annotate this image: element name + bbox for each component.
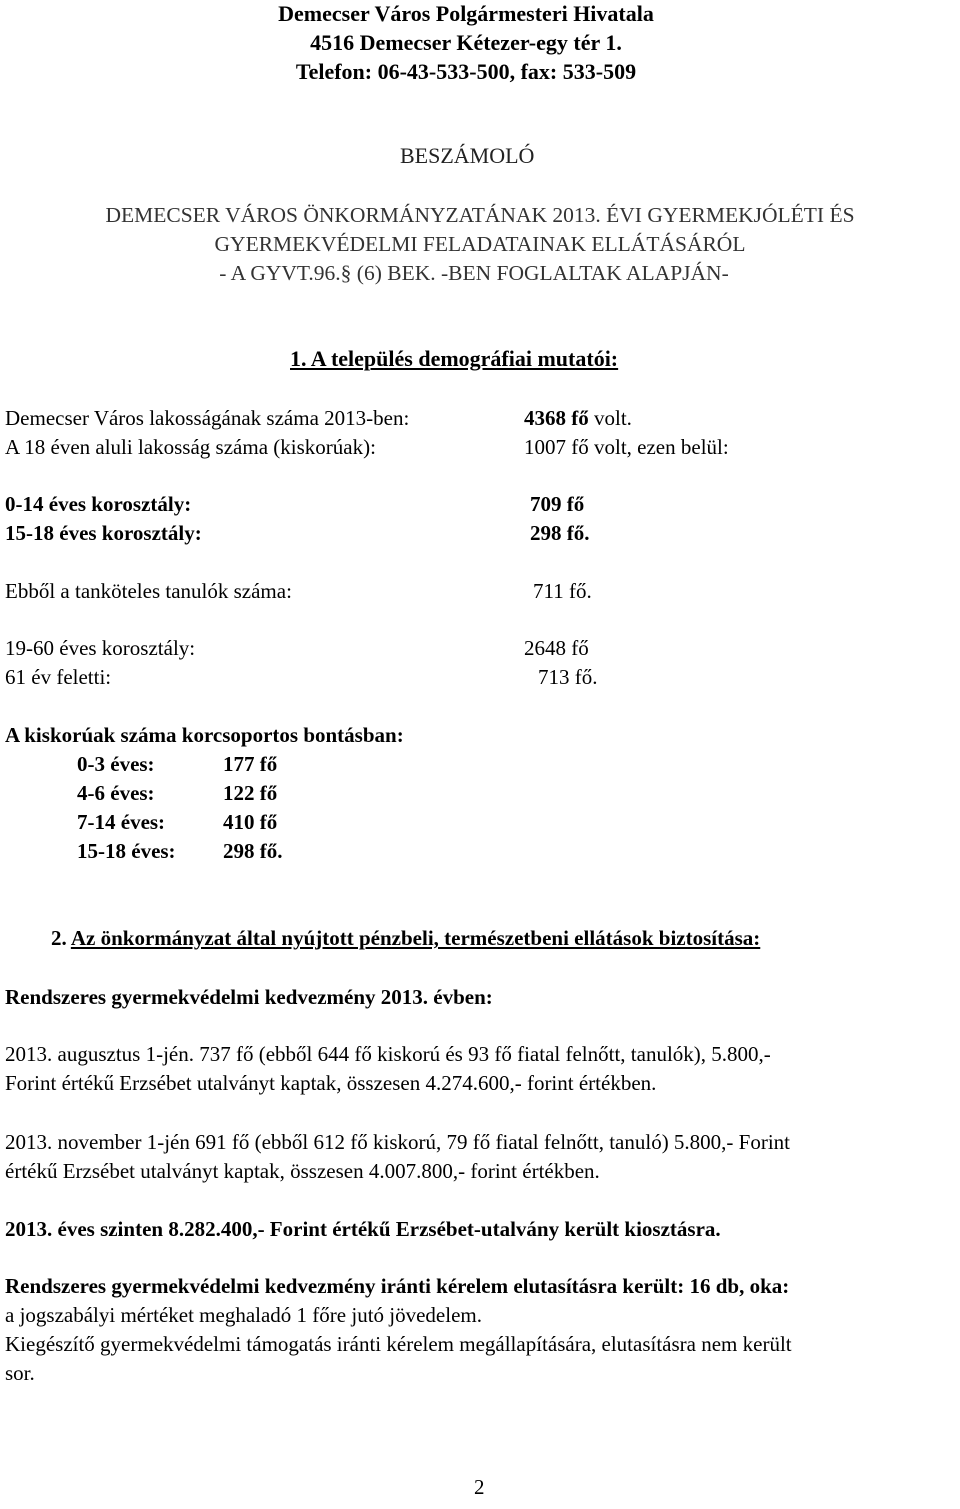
office-phone: Telefon: 06-43-533-500, fax: 533-509 bbox=[295, 59, 637, 84]
section-2-number: 2. bbox=[51, 926, 71, 950]
breakdown-count: 410 fő bbox=[223, 810, 278, 834]
age-61-value: 713 fő. bbox=[538, 665, 598, 689]
population-number: 4368 fő bbox=[524, 406, 589, 430]
breakdown-row bbox=[77, 839, 283, 864]
page-number: 2 bbox=[474, 1475, 485, 1499]
students-label: Ebből a tanköteles tanulók száma: bbox=[5, 579, 292, 603]
title-line-2: GYERMEKVÉDELMI FELADATAINAK ELLÁTÁSÁRÓL bbox=[214, 232, 746, 256]
age-0-14-value: 709 fő bbox=[530, 492, 585, 516]
breakdown-age-label: 15-18 éves: bbox=[77, 839, 176, 863]
rejection-line-1: Rendszeres gyermekvédelmi kedvezmény iránti kérelem elutasításra került: 16 db, oka: bbox=[5, 1274, 790, 1298]
age-15-18-label: 15-18 éves korosztály: bbox=[5, 521, 202, 545]
minors-label: A 18 éven aluli lakosság száma (kiskorúak): bbox=[5, 435, 376, 459]
breakdown-age-label: 4-6 éves: bbox=[77, 781, 155, 805]
office-address: 4516 Demecser Kétezer-egy tér 1. bbox=[310, 30, 622, 55]
november-line-2: értékű Erzsébet utalványt kaptak, összesen 4.007.800,- forint értékben. bbox=[5, 1159, 600, 1183]
minors-value: 1007 fő volt, ezen belül: bbox=[524, 435, 729, 459]
section-1-heading: 1. A település demográfiai mutatói: bbox=[290, 346, 619, 371]
age-19-60-value: 2648 fő bbox=[524, 636, 589, 660]
august-line-1: 2013. augusztus 1-jén. 737 fő (ebből 644 fő kiskorú és 93 fő fiatal felnőtt, tanulók), 5.800,- bbox=[5, 1042, 771, 1066]
august-line-2: Forint értékű Erzsébet utalványt kaptak, összesen 4.274.600,- forint értékben. bbox=[5, 1071, 657, 1095]
section-2-heading bbox=[51, 926, 760, 951]
november-line-1: 2013. november 1-jén 691 fő (ebből 612 fő kiskorú, 79 fő fiatal felnőtt, tanuló) 5.800,- Forint bbox=[5, 1130, 791, 1154]
breakdown-count: 298 fő. bbox=[223, 839, 283, 863]
document-title: BESZÁMOLÓ bbox=[400, 143, 535, 168]
supplement-line-2: sor. bbox=[5, 1361, 35, 1385]
title-line-3: - A GYVT.96.§ (6) BEK. -BEN FOGLALTAK ALAPJÁN- bbox=[219, 261, 729, 285]
population-label: Demecser Város lakosságának száma 2013-ben: bbox=[5, 406, 410, 430]
population-value bbox=[524, 406, 632, 431]
title-line-1: DEMECSER VÁROS ÖNKORMÁNYZATÁNAK 2013. ÉVI GYERMEKJÓLÉTI ÉS bbox=[105, 203, 855, 227]
breakdown-count: 177 fő bbox=[223, 752, 278, 776]
breakdown-row bbox=[77, 810, 277, 835]
sub-heading: Rendszeres gyermekvédelmi kedvezmény 2013. évben: bbox=[5, 985, 493, 1009]
breakdown-age-label: 7-14 éves: bbox=[77, 810, 166, 834]
age-19-60-label: 19-60 éves korosztály: bbox=[5, 636, 196, 660]
students-value: 711 fő. bbox=[533, 579, 592, 603]
age-61-label: 61 év feletti: bbox=[5, 665, 112, 689]
breakdown-age-label: 0-3 éves: bbox=[77, 752, 155, 776]
annual-total: 2013. éves szinten 8.282.400,- Forint értékű Erzsébet-utalvány került kiosztásra. bbox=[5, 1217, 721, 1241]
breakdown-row bbox=[77, 781, 277, 806]
section-2-title: Az önkormányzat által nyújtott pénzbeli, természetbeni ellátások biztosítása: bbox=[70, 926, 761, 950]
rejection-line-2: a jogszabályi mértéket meghaladó 1 főre jutó jövedelem. bbox=[5, 1303, 482, 1327]
age-15-18-value: 298 fő. bbox=[530, 521, 590, 545]
age-0-14-label: 0-14 éves korosztály: bbox=[5, 492, 192, 516]
breakdown-row bbox=[77, 752, 277, 777]
office-name: Demecser Város Polgármesteri Hivatala bbox=[278, 1, 654, 26]
breakdown-count: 122 fő bbox=[223, 781, 278, 805]
supplement-line-1: Kiegészítő gyermekvédelmi támogatás iránti kérelem megállapítására, elutasításra nem került bbox=[5, 1332, 792, 1356]
breakdown-heading: A kiskorúak száma korcsoportos bontásban: bbox=[5, 723, 404, 747]
population-suffix: volt. bbox=[588, 406, 632, 430]
